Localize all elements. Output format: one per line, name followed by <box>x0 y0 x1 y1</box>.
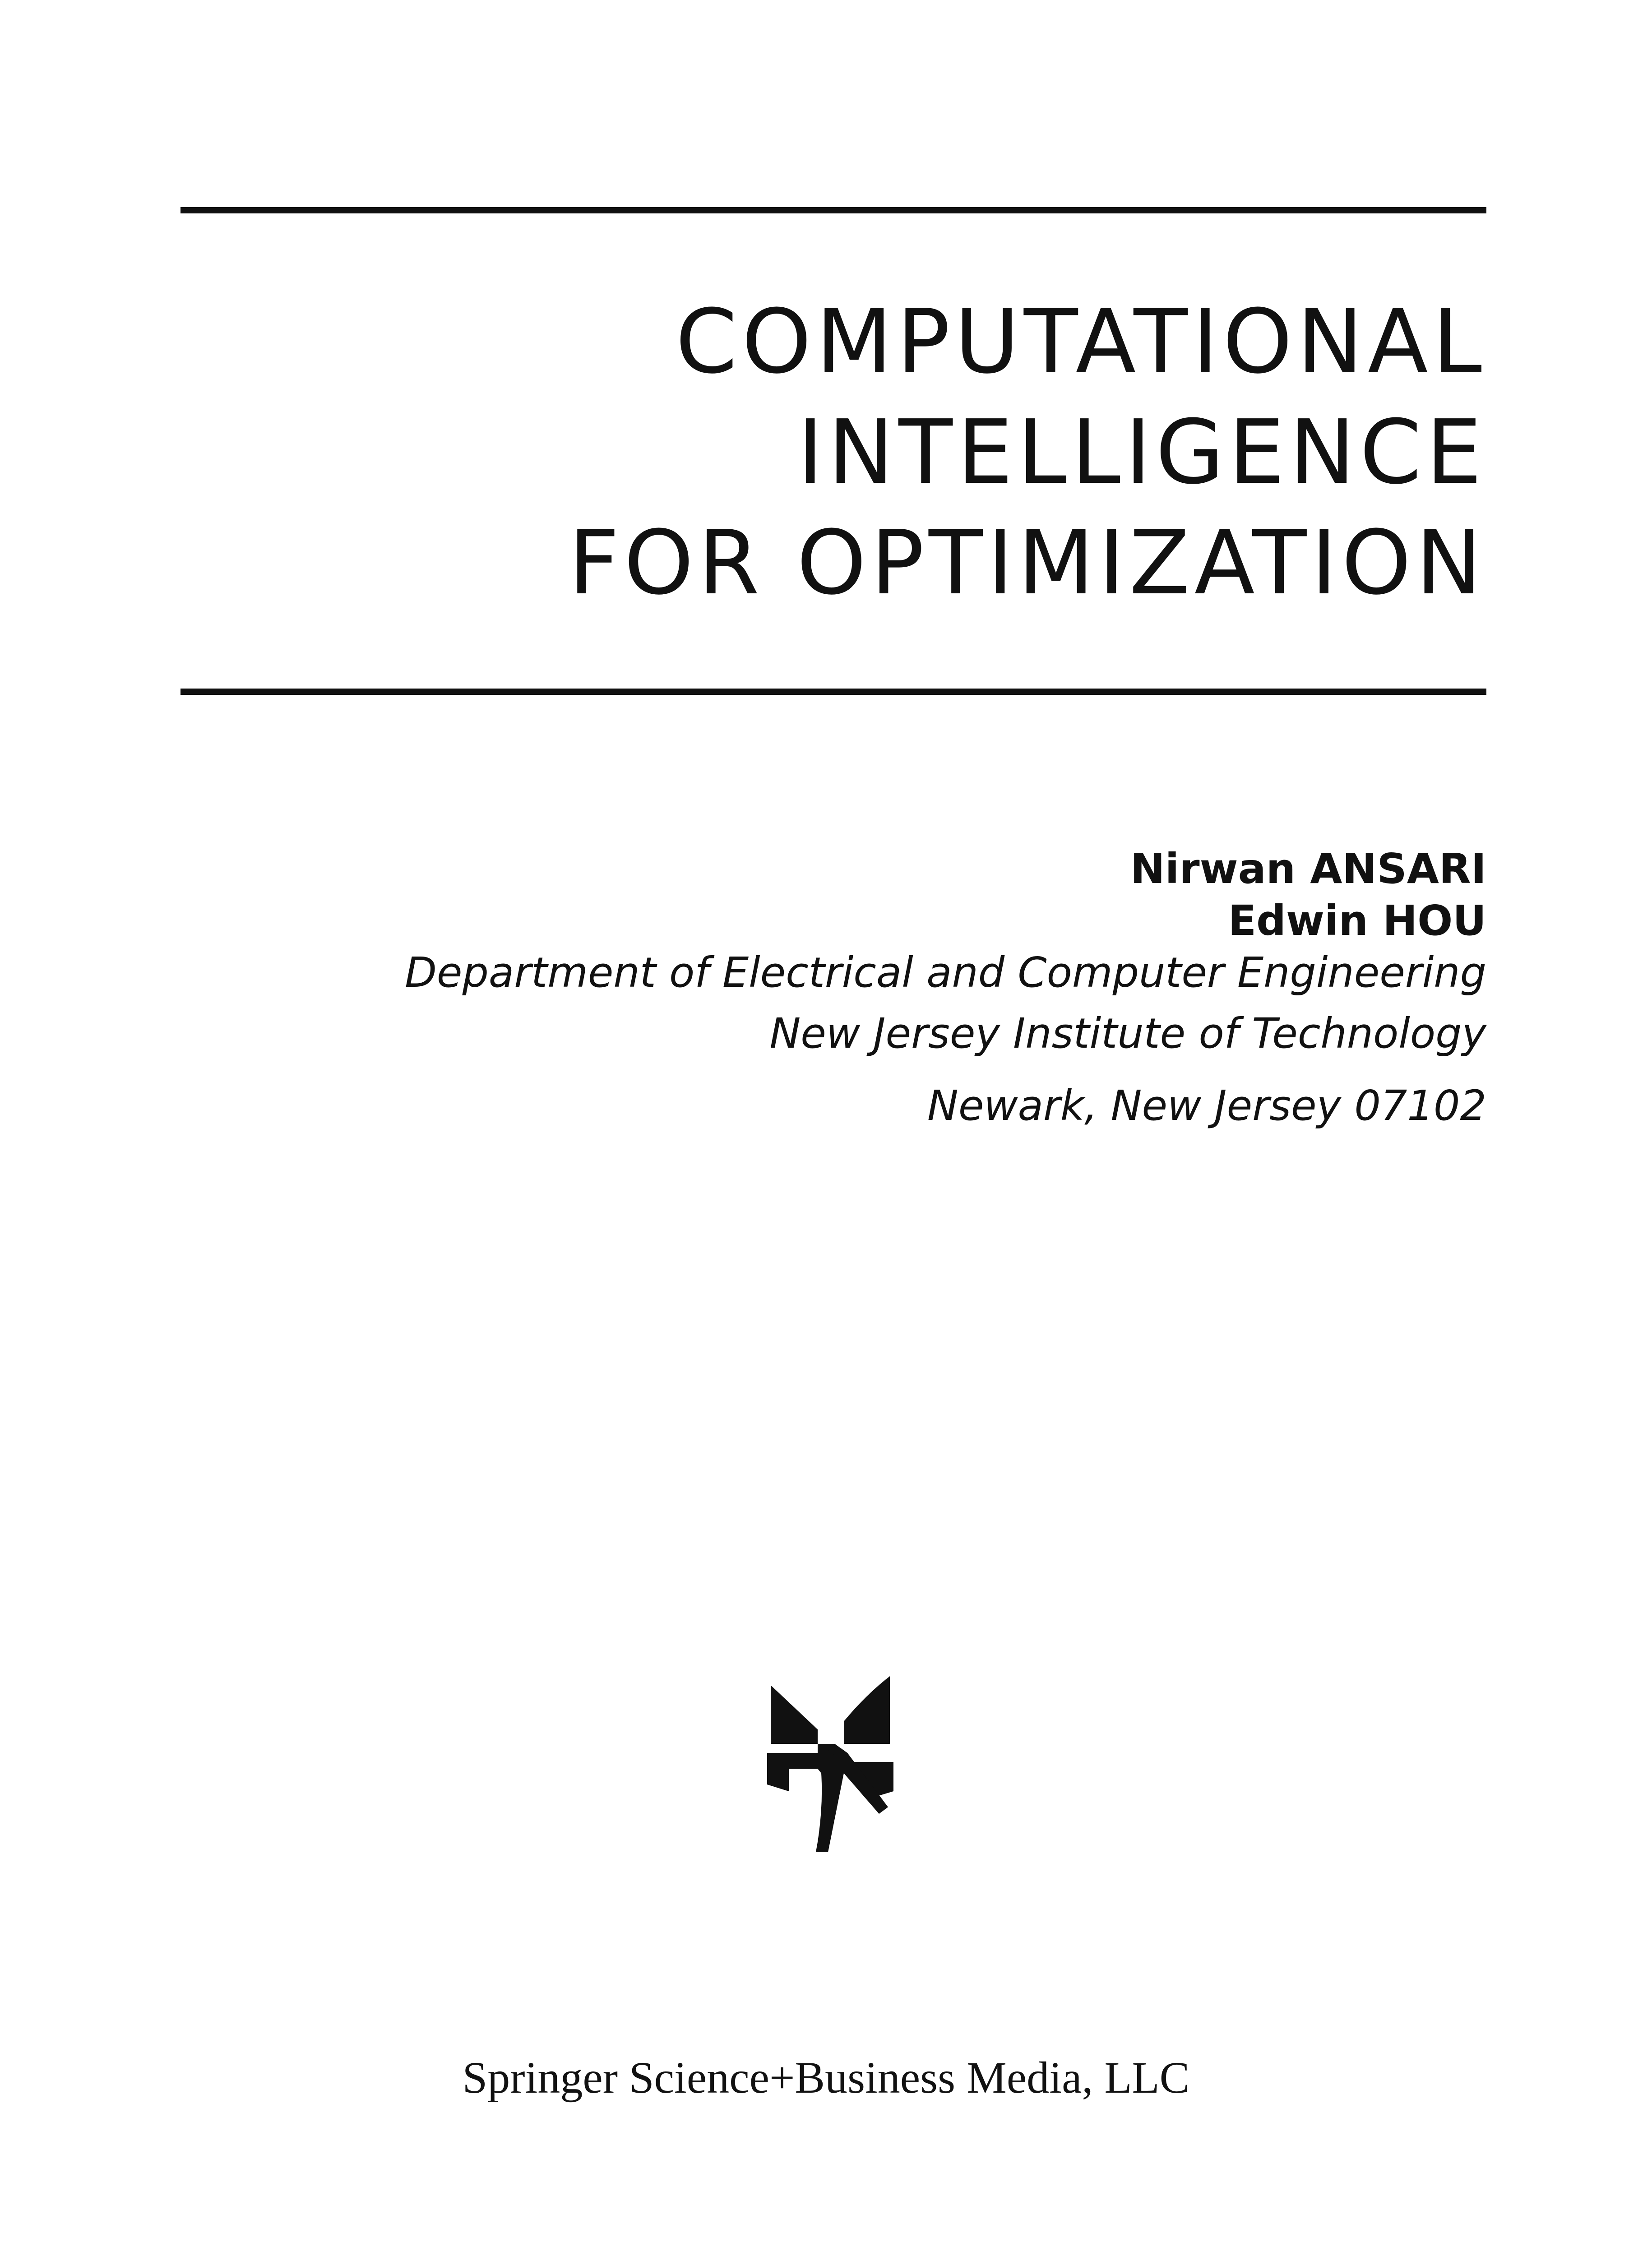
bottom-rule <box>180 689 1486 695</box>
book-title-line-3: FOR OPTIMIZATION <box>569 512 1486 615</box>
book-title-line-2: INTELLIGENCE <box>797 401 1486 504</box>
author-name-2: Edwin HOU <box>1228 897 1486 945</box>
author-name-1: Nirwan ANSARI <box>1130 845 1486 893</box>
springer-horse-icon <box>767 1676 893 1852</box>
affiliation-address: Newark, New Jersey 07102 <box>927 1082 1486 1130</box>
affiliation-institution: New Jersey Institute of Technology <box>769 1009 1486 1058</box>
book-title-line-1: COMPUTATIONAL <box>676 291 1486 393</box>
affiliation-department: Department of Electrical and Computer Engineering <box>405 948 1486 997</box>
publisher-name: Springer Science+Business Media, LLC <box>462 2053 1190 2103</box>
top-rule <box>180 207 1486 213</box>
